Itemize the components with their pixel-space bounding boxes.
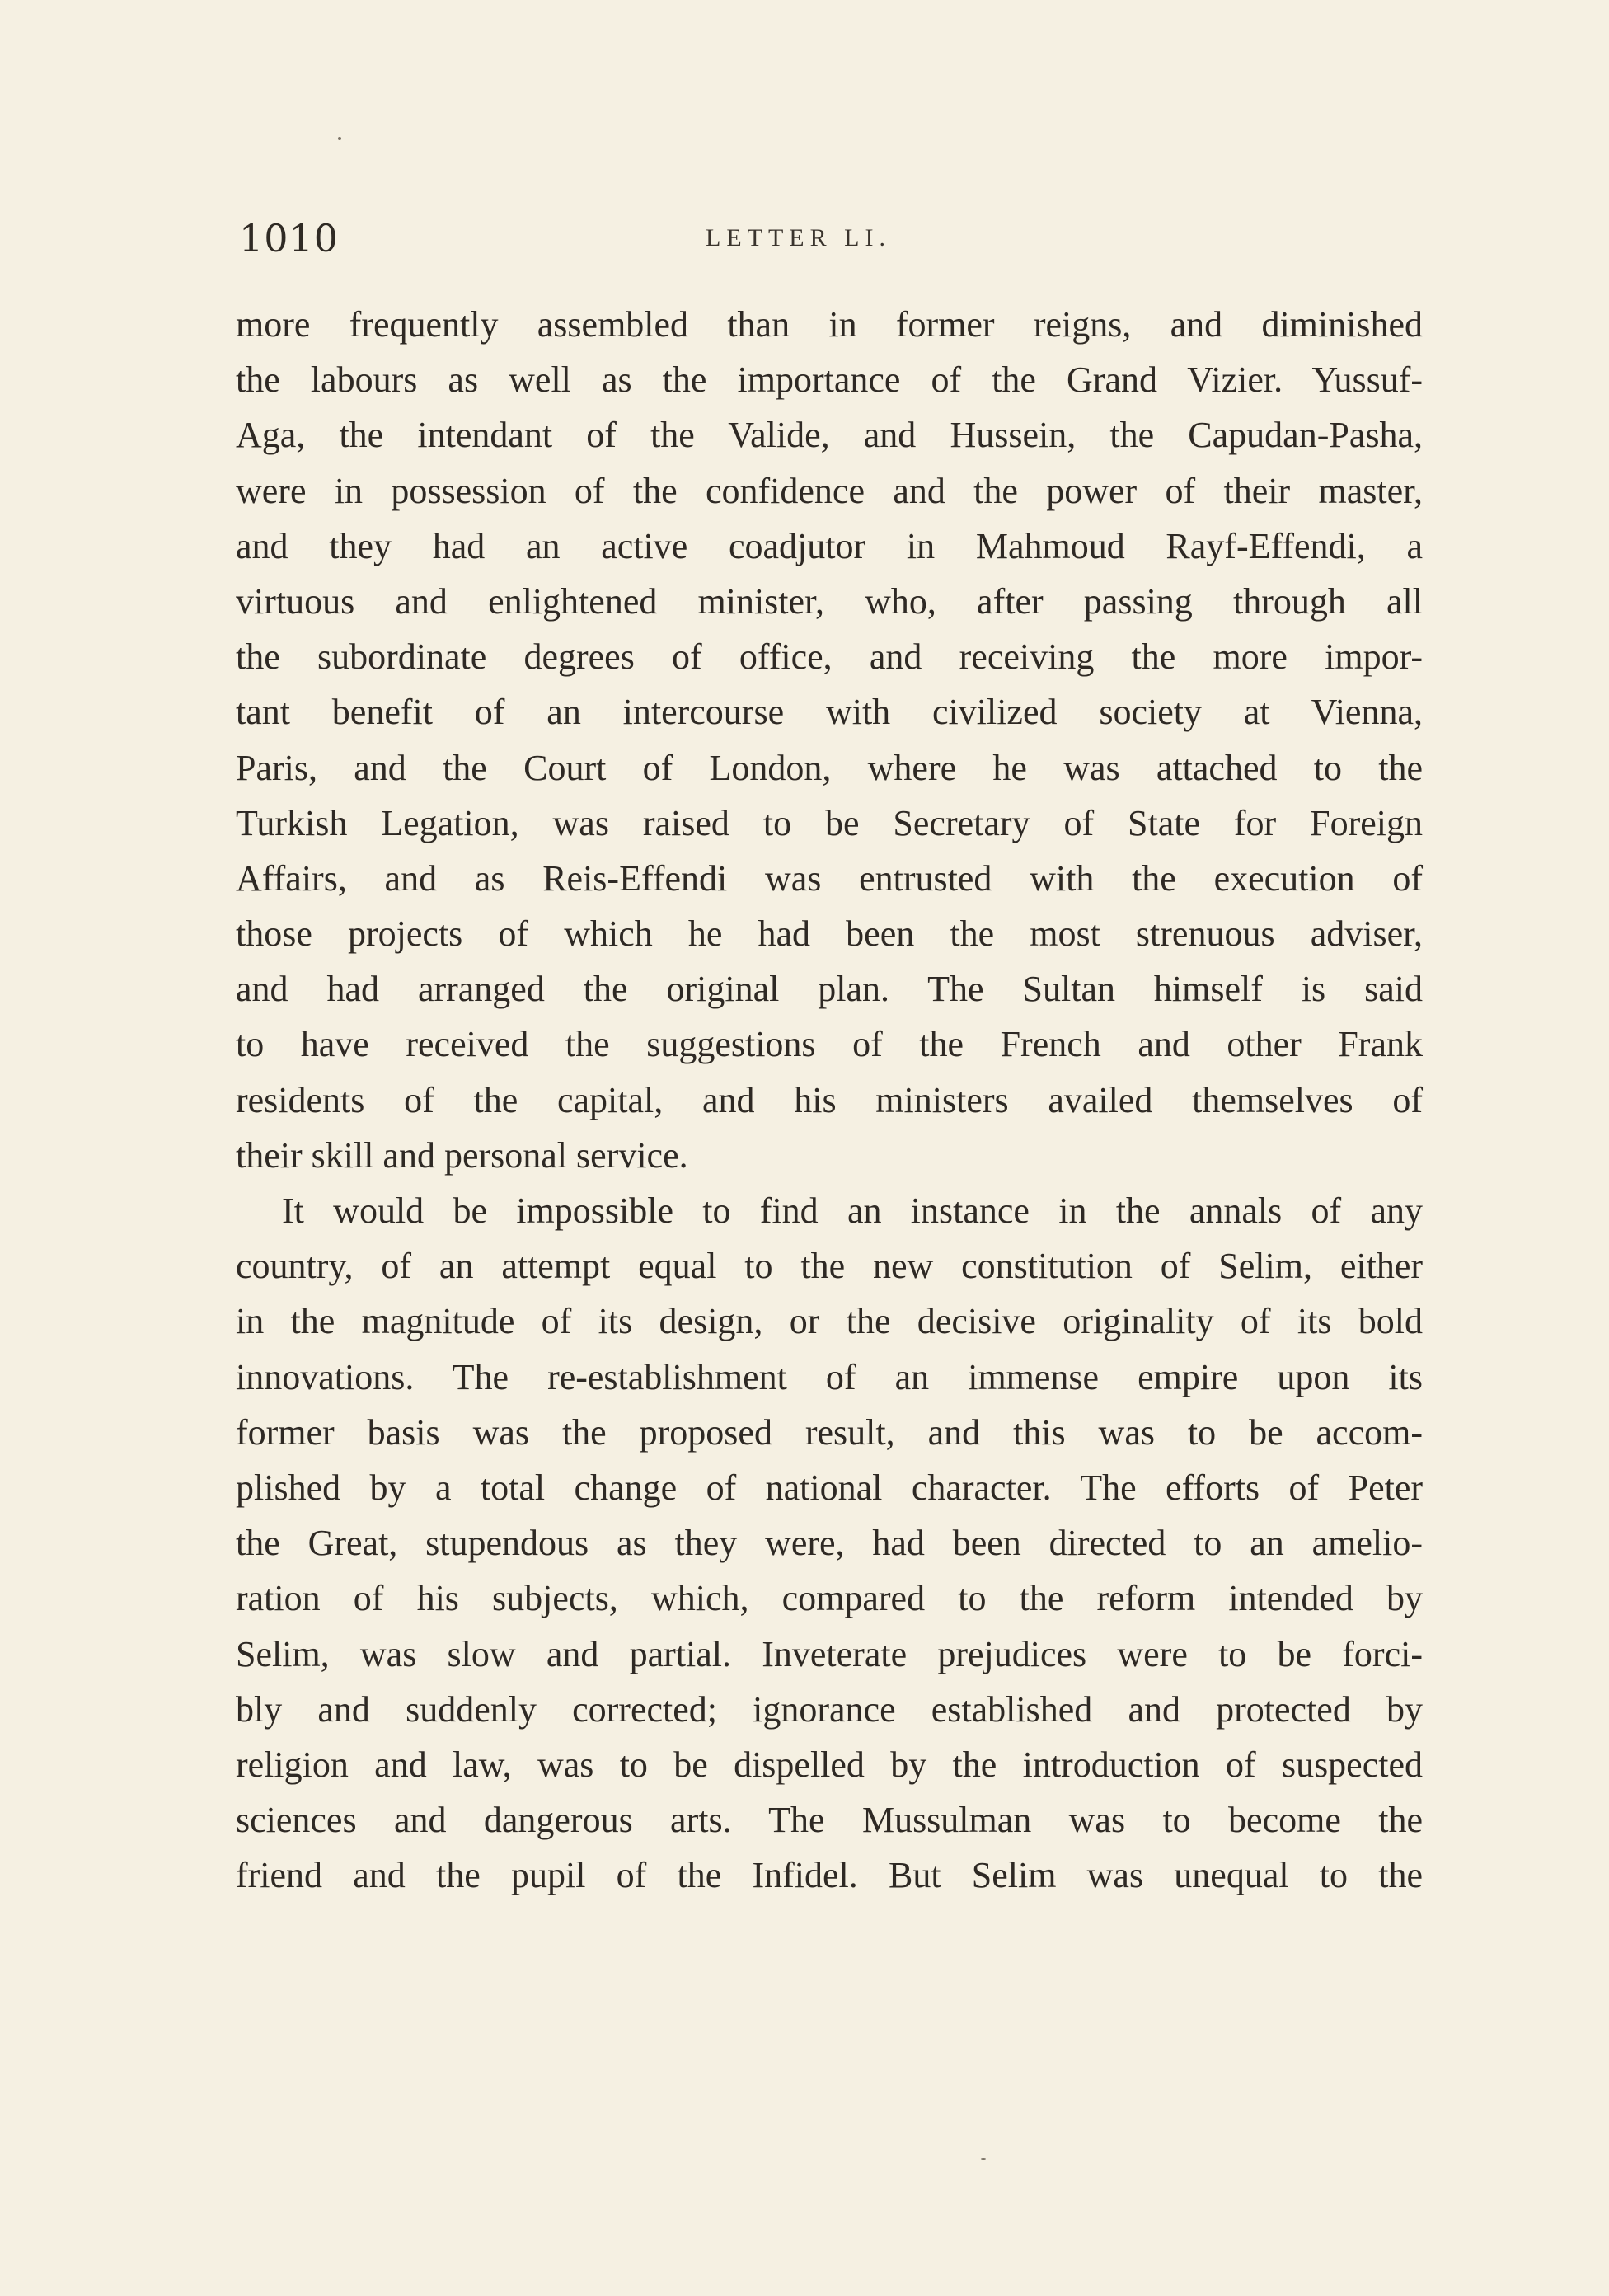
text-line: residents of the capital, and his ministers availed themselves of [236, 1079, 1423, 1120]
text-line: Aga, the intendant of the Valide, and Hussein, the Capudan-Pasha, [236, 415, 1423, 456]
text-line: religion and law, was to be dispelled by the introduction of suspected [236, 1744, 1423, 1785]
text-line: the labours as well as the importance of the Grand Vizier. Yussuf- [236, 359, 1423, 401]
text-line: virtuous and enlightened minister, who, after passing through all [236, 580, 1423, 622]
text-line: Turkish Legation, was raised to be Secretary of State for Foreign [236, 802, 1423, 843]
text-line: sciences and dangerous arts. The Mussulman was to become the [236, 1800, 1423, 1841]
running-title: LETTER LI. [706, 224, 891, 251]
text-line: Selim, was slow and partial. Inveterate prejudices were to be forci- [236, 1633, 1423, 1674]
text-line: It would be impossible to find an instance in the annals of any [282, 1190, 1423, 1231]
text-line: their skill and personal service. [236, 1134, 688, 1176]
text-line: innovations. The re-establishment of an immense empire upon its [236, 1356, 1423, 1397]
paragraph-1 [236, 297, 1423, 1183]
text-line: Affairs, and as Reis-Effendi was entrusted with the execution of [236, 857, 1423, 899]
text-line: to have received the suggestions of the French and other Frank [236, 1024, 1423, 1065]
text-line: the Great, stupendous as they were, had been directed to an amelio- [236, 1523, 1423, 1564]
body-text [236, 297, 1423, 1903]
text-line: ration of his subjects, which, compared to the reform intended by [236, 1578, 1423, 1619]
page-number: 1010 [239, 216, 340, 261]
text-line: friend and the pupil of the Infidel. But Selim was unequal to the [236, 1855, 1423, 1896]
text-line: were in possession of the confidence and the power of their master, [236, 470, 1423, 511]
text-line: those projects of which he had been the most strenuous adviser, [236, 913, 1423, 955]
paragraph-2 [236, 1183, 1423, 1903]
text-line: tant benefit of an intercourse with civilized society at Vienna, [236, 692, 1423, 733]
text-line: bly and suddenly corrected; ignorance established and protected by [236, 1688, 1423, 1730]
text-line: country, of an attempt equal to the new constitution of Selim, either [236, 1246, 1423, 1287]
text-line: and had arranged the original plan. The Sultan himself is said [236, 969, 1423, 1010]
paper-speck [338, 137, 341, 140]
paper-speck [981, 2158, 986, 2160]
text-line: and they had an active coadjutor in Mahmoud Rayf-Effendi, a [236, 525, 1423, 566]
text-line: in the magnitude of its design, or the decisive originality of its bold [236, 1301, 1423, 1342]
text-line: plished by a total change of national character. The efforts of Peter [236, 1467, 1423, 1508]
text-line: former basis was the proposed result, and this was to be accom- [236, 1411, 1423, 1453]
text-line: more frequently assembled than in former reigns, and diminished [236, 304, 1423, 345]
text-line: Paris, and the Court of London, where he was attached to the [236, 747, 1423, 788]
text-line: the subordinate degrees of office, and receiving the more impor- [236, 636, 1423, 678]
